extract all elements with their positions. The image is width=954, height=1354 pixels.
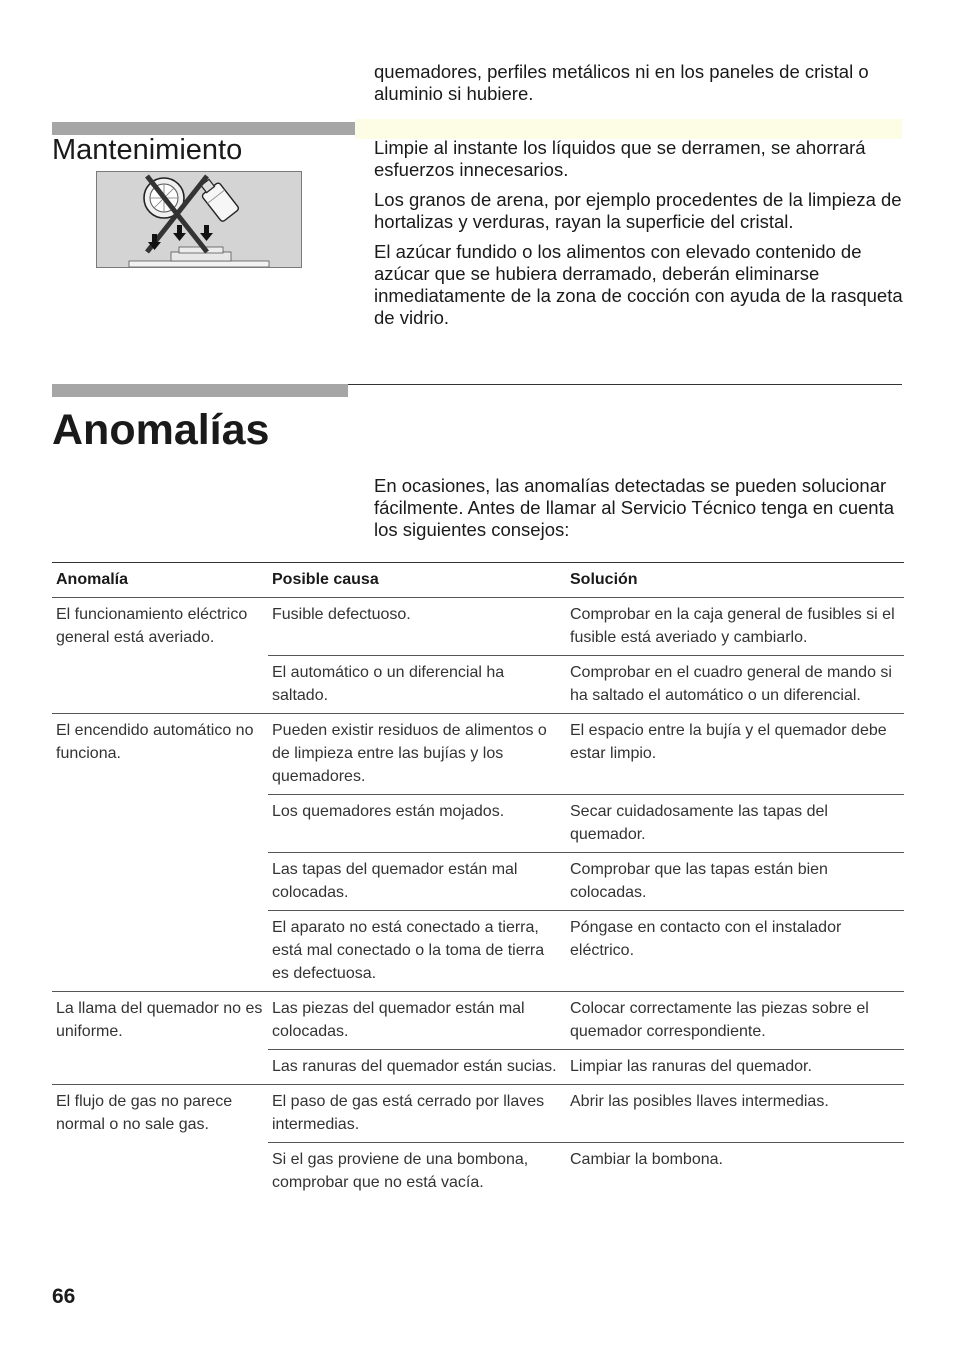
cause-cell: Las ranuras del quemador están sucias. <box>268 1050 566 1085</box>
anomaly-cell: El encendido automático no funciona. <box>52 714 268 992</box>
solution-cell: Limpiar las ranuras del quemador. <box>566 1050 904 1085</box>
maintenance-paragraph-3: El azúcar fundido o los alimentos con elevado contenido de azúcar que se hubiera derramado, deberán eliminarse inmediatamente de la zona de cocción con ayuda de la rasqueta de vidrio. <box>374 241 903 328</box>
no-lemon-no-cleaner-icon <box>97 172 301 267</box>
table-row <box>52 598 904 656</box>
maintenance-text <box>374 137 904 337</box>
cause-cell: El aparato no está conectado a tierra, está mal conectado o la toma de tierra es defectuosa. <box>268 911 566 992</box>
cause-cell: Los quemadores están mojados. <box>268 795 566 853</box>
highlight-band <box>355 119 902 139</box>
table-row <box>52 992 904 1050</box>
table-row <box>52 714 904 795</box>
cause-cell: Las piezas del quemador están mal colocadas. <box>268 992 566 1050</box>
solution-cell: Abrir las posibles llaves intermedias. <box>566 1085 904 1143</box>
solution-cell: El espacio entre la bujía y el quemador debe estar limpio. <box>566 714 904 795</box>
cause-cell: Si el gas proviene de una bombona, comprobar que no está vacía. <box>268 1143 566 1201</box>
header-cause: Posible causa <box>272 571 379 588</box>
divider-line <box>348 384 902 385</box>
section-rule-anomalies <box>52 384 348 397</box>
solution-cell: Comprobar que las tapas están bien colocadas. <box>566 853 904 911</box>
table-header-row <box>52 563 904 598</box>
troubleshooting-table <box>52 562 904 1200</box>
anomaly-cell: El flujo de gas no parece normal o no sale gas. <box>52 1085 268 1201</box>
anomaly-cell: El funcionamiento eléctrico general está averiado. <box>52 598 268 714</box>
maintenance-paragraph-2: Los granos de arena, por ejemplo procedentes de la limpieza de hortalizas y verduras, rayan la superficie del cristal. <box>374 189 902 232</box>
anomalies-heading: Anomalías <box>52 406 270 454</box>
maintenance-illustration <box>96 171 302 268</box>
solution-cell: Comprobar en la caja general de fusibles si el fusible está averiado y cambiarlo. <box>566 598 904 656</box>
cause-cell: Fusible defectuoso. <box>268 598 566 656</box>
solution-cell: Secar cuidadosamente las tapas del quemador. <box>566 795 904 853</box>
header-solution: Solución <box>570 571 638 588</box>
table-row <box>52 1085 904 1143</box>
solution-cell: Cambiar la bombona. <box>566 1143 904 1201</box>
anomaly-cell: La llama del quemador no es uniforme. <box>52 992 268 1085</box>
solution-cell: Póngase en contacto con el instalador eléctrico. <box>566 911 904 992</box>
cause-cell: El automático o un diferencial ha saltado. <box>268 656 566 714</box>
cause-cell: El paso de gas está cerrado por llaves intermedias. <box>268 1085 566 1143</box>
anomalies-intro: En ocasiones, las anomalías detectadas se pueden solucionar fácilmente. Antes de llamar al Servicio Técnico tenga en cuenta los siguientes consejos: <box>374 475 895 540</box>
header-anomaly: Anomalía <box>56 571 129 588</box>
cause-cell: Pueden existir residuos de alimentos o de limpieza entre las bujías y los quemadores. <box>268 714 566 795</box>
maintenance-paragraph-1: Limpie al instante los líquidos que se derramen, se ahorrará esfuerzos innecesarios. <box>374 137 866 180</box>
maintenance-heading: Mantenimiento <box>52 134 243 166</box>
intro-paragraph: quemadores, perfiles metálicos ni en los paneles de cristal o aluminio si hubiere. <box>374 61 869 104</box>
solution-cell: Colocar correctamente las piezas sobre el quemador correspondiente. <box>566 992 904 1050</box>
cause-cell: Las tapas del quemador están mal colocadas. <box>268 853 566 911</box>
page-number: 66 <box>52 1285 76 1308</box>
solution-cell: Comprobar en el cuadro general de mando si ha saltado el automático o un diferencial. <box>566 656 904 714</box>
